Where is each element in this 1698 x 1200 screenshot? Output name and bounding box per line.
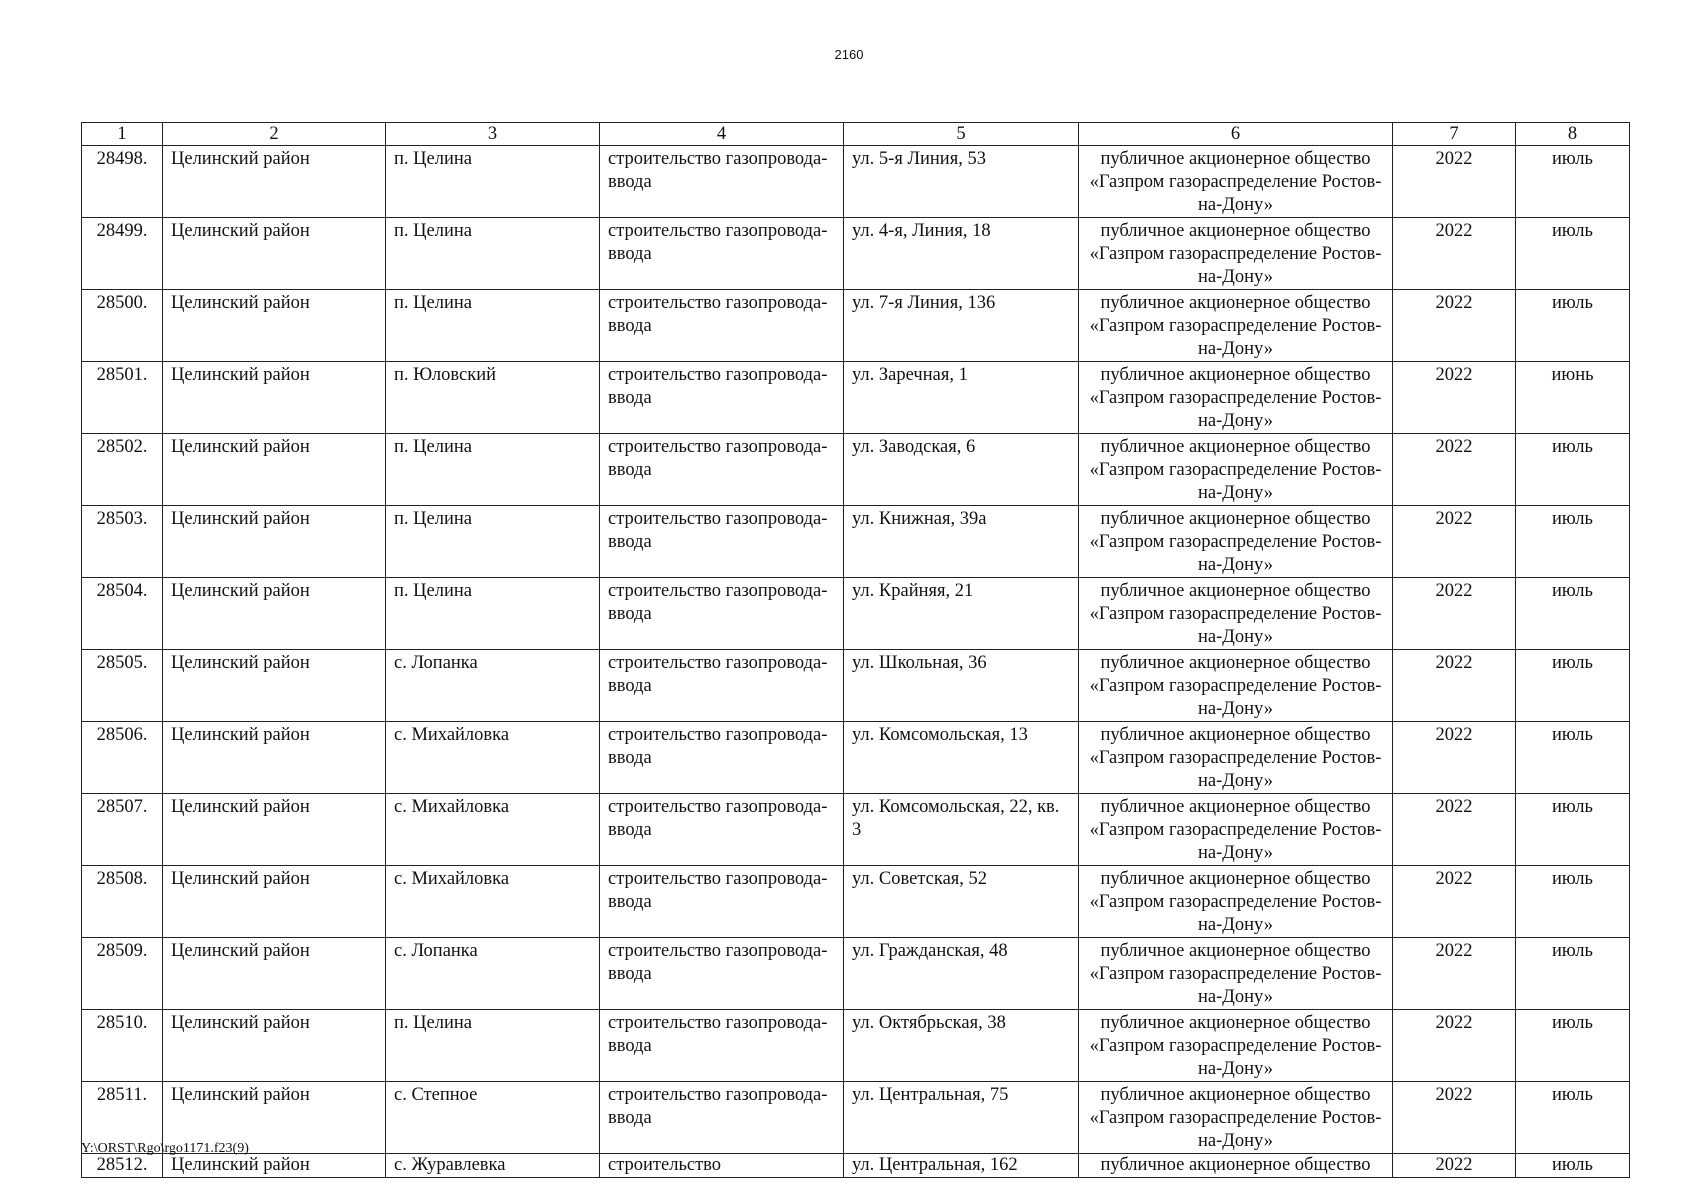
- organization-cell: публичное акционерное общество «Газпром газораспределение Ростов-на-Дону»: [1079, 1010, 1393, 1082]
- organization-cell: публичное акционерное общество «Газпром газораспределение Ростов-на-Дону»: [1079, 722, 1393, 794]
- district-cell: Целинский район: [163, 146, 386, 218]
- year-cell: 2022: [1393, 146, 1516, 218]
- organization-cell: публичное акционерное общество «Газпром газораспределение Ростов-на-Дону»: [1079, 218, 1393, 290]
- district-cell: Целинский район: [163, 290, 386, 362]
- column-header: 3: [386, 123, 600, 146]
- row-number: 28501.: [82, 362, 163, 434]
- work-type-cell: строительство газопровода-ввода: [600, 1010, 844, 1082]
- row-number: 28498.: [82, 146, 163, 218]
- year-cell: 2022: [1393, 1010, 1516, 1082]
- work-type-cell: строительство газопровода-ввода: [600, 434, 844, 506]
- district-cell: Целинский район: [163, 1154, 386, 1178]
- work-type-cell: строительство газопровода-ввода: [600, 290, 844, 362]
- district-cell: Целинский район: [163, 218, 386, 290]
- year-cell: 2022: [1393, 506, 1516, 578]
- table-row: [82, 722, 1630, 794]
- locality-cell: п. Целина: [386, 146, 600, 218]
- column-header: 6: [1079, 123, 1393, 146]
- year-cell: 2022: [1393, 362, 1516, 434]
- month-cell: июль: [1516, 794, 1630, 866]
- row-number: 28509.: [82, 938, 163, 1010]
- organization-cell: публичное акционерное общество «Газпром газораспределение Ростов-на-Дону»: [1079, 866, 1393, 938]
- organization-cell: публичное акционерное общество: [1079, 1154, 1393, 1178]
- organization-cell: публичное акционерное общество «Газпром газораспределение Ростов-на-Дону»: [1079, 434, 1393, 506]
- month-cell: июль: [1516, 938, 1630, 1010]
- address-cell: ул. Крайняя, 21: [844, 578, 1079, 650]
- organization-cell: публичное акционерное общество «Газпром газораспределение Ростов-на-Дону»: [1079, 506, 1393, 578]
- row-number: 28504.: [82, 578, 163, 650]
- month-cell: июль: [1516, 1082, 1630, 1154]
- locality-cell: с. Михайловка: [386, 866, 600, 938]
- district-cell: Целинский район: [163, 866, 386, 938]
- address-cell: ул. Центральная, 162: [844, 1154, 1079, 1178]
- month-cell: июль: [1516, 218, 1630, 290]
- locality-cell: п. Целина: [386, 1010, 600, 1082]
- year-cell: 2022: [1393, 1082, 1516, 1154]
- organization-cell: публичное акционерное общество «Газпром газораспределение Ростов-на-Дону»: [1079, 146, 1393, 218]
- work-type-cell: строительство газопровода-ввода: [600, 578, 844, 650]
- table-row: [82, 434, 1630, 506]
- table-row: [82, 506, 1630, 578]
- row-number: 28500.: [82, 290, 163, 362]
- district-cell: Целинский район: [163, 506, 386, 578]
- work-type-cell: строительство газопровода-ввода: [600, 218, 844, 290]
- work-type-cell: строительство газопровода-ввода: [600, 1082, 844, 1154]
- column-header: 4: [600, 123, 844, 146]
- month-cell: июль: [1516, 866, 1630, 938]
- work-type-cell: строительство газопровода-ввода: [600, 866, 844, 938]
- address-cell: ул. Советская, 52: [844, 866, 1079, 938]
- year-cell: 2022: [1393, 794, 1516, 866]
- file-path-footer: Y:\ORST\Rgo\rgo1171.f23(9): [81, 1141, 249, 1156]
- month-cell: июль: [1516, 434, 1630, 506]
- row-number: 28512.: [82, 1154, 163, 1178]
- organization-cell: публичное акционерное общество «Газпром газораспределение Ростов-на-Дону»: [1079, 938, 1393, 1010]
- locality-cell: п. Целина: [386, 434, 600, 506]
- address-cell: ул. Комсомольская, 13: [844, 722, 1079, 794]
- district-cell: Целинский район: [163, 1082, 386, 1154]
- organization-cell: публичное акционерное общество «Газпром газораспределение Ростов-на-Дону»: [1079, 650, 1393, 722]
- work-type-cell: строительство газопровода-ввода: [600, 722, 844, 794]
- work-type-cell: строительство газопровода-ввода: [600, 794, 844, 866]
- locality-cell: п. Целина: [386, 218, 600, 290]
- locality-cell: с. Степное: [386, 1082, 600, 1154]
- page-number: 2160: [834, 47, 864, 62]
- column-header: 1: [82, 123, 163, 146]
- month-cell: июль: [1516, 146, 1630, 218]
- year-cell: 2022: [1393, 938, 1516, 1010]
- work-type-cell: строительство газопровода-ввода: [600, 362, 844, 434]
- row-number: 28506.: [82, 722, 163, 794]
- address-cell: ул. Комсомольская, 22, кв. 3: [844, 794, 1079, 866]
- row-number: 28510.: [82, 1010, 163, 1082]
- locality-cell: п. Целина: [386, 506, 600, 578]
- organization-cell: публичное акционерное общество «Газпром газораспределение Ростов-на-Дону»: [1079, 1082, 1393, 1154]
- address-cell: ул. Заречная, 1: [844, 362, 1079, 434]
- table-row: [82, 290, 1630, 362]
- address-cell: ул. 5-я Линия, 53: [844, 146, 1079, 218]
- year-cell: 2022: [1393, 722, 1516, 794]
- locality-cell: с. Лопанка: [386, 650, 600, 722]
- locality-cell: п. Целина: [386, 290, 600, 362]
- work-type-cell: строительство газопровода-ввода: [600, 938, 844, 1010]
- table-row: [82, 866, 1630, 938]
- row-number: 28511.: [82, 1082, 163, 1154]
- address-cell: ул. Центральная, 75: [844, 1082, 1079, 1154]
- year-cell: 2022: [1393, 650, 1516, 722]
- work-type-cell: строительство газопровода-ввода: [600, 506, 844, 578]
- column-header: 2: [163, 123, 386, 146]
- column-header: 8: [1516, 123, 1630, 146]
- table-row: [82, 1010, 1630, 1082]
- locality-cell: с. Журавлевка: [386, 1154, 600, 1178]
- locality-cell: с. Лопанка: [386, 938, 600, 1010]
- district-cell: Целинский район: [163, 1010, 386, 1082]
- row-number: 28505.: [82, 650, 163, 722]
- row-number: 28502.: [82, 434, 163, 506]
- table-row: [82, 650, 1630, 722]
- month-cell: июль: [1516, 1154, 1630, 1178]
- table-row: [82, 794, 1630, 866]
- data-table: [81, 122, 1630, 1178]
- table-row: [82, 1154, 1630, 1178]
- month-cell: июль: [1516, 650, 1630, 722]
- table-row: [82, 1082, 1630, 1154]
- month-cell: июль: [1516, 290, 1630, 362]
- table-row: [82, 146, 1630, 218]
- row-number: 28503.: [82, 506, 163, 578]
- row-number: 28499.: [82, 218, 163, 290]
- work-type-cell: строительство газопровода-ввода: [600, 146, 844, 218]
- district-cell: Целинский район: [163, 722, 386, 794]
- locality-cell: с. Михайловка: [386, 794, 600, 866]
- table-row: [82, 578, 1630, 650]
- work-type-cell: строительство: [600, 1154, 844, 1178]
- work-type-cell: строительство газопровода-ввода: [600, 650, 844, 722]
- address-cell: ул. Заводская, 6: [844, 434, 1079, 506]
- month-cell: июль: [1516, 578, 1630, 650]
- organization-cell: публичное акционерное общество «Газпром газораспределение Ростов-на-Дону»: [1079, 794, 1393, 866]
- row-number: 28507.: [82, 794, 163, 866]
- district-cell: Целинский район: [163, 362, 386, 434]
- year-cell: 2022: [1393, 866, 1516, 938]
- district-cell: Целинский район: [163, 578, 386, 650]
- address-cell: ул. Гражданская, 48: [844, 938, 1079, 1010]
- table-header-row: [82, 123, 1630, 146]
- address-cell: ул. 7-я Линия, 136: [844, 290, 1079, 362]
- district-cell: Целинский район: [163, 938, 386, 1010]
- year-cell: 2022: [1393, 218, 1516, 290]
- month-cell: июль: [1516, 506, 1630, 578]
- column-header: 5: [844, 123, 1079, 146]
- locality-cell: п. Юловский: [386, 362, 600, 434]
- row-number: 28508.: [82, 866, 163, 938]
- district-cell: Целинский район: [163, 794, 386, 866]
- table-row: [82, 362, 1630, 434]
- table-row: [82, 218, 1630, 290]
- year-cell: 2022: [1393, 578, 1516, 650]
- address-cell: ул. Книжная, 39а: [844, 506, 1079, 578]
- column-header: 7: [1393, 123, 1516, 146]
- address-cell: ул. Октябрьская, 38: [844, 1010, 1079, 1082]
- year-cell: 2022: [1393, 290, 1516, 362]
- year-cell: 2022: [1393, 1154, 1516, 1178]
- address-cell: ул. 4-я, Линия, 18: [844, 218, 1079, 290]
- month-cell: июль: [1516, 722, 1630, 794]
- month-cell: июнь: [1516, 362, 1630, 434]
- locality-cell: п. Целина: [386, 578, 600, 650]
- organization-cell: публичное акционерное общество «Газпром газораспределение Ростов-на-Дону»: [1079, 362, 1393, 434]
- year-cell: 2022: [1393, 434, 1516, 506]
- organization-cell: публичное акционерное общество «Газпром газораспределение Ростов-на-Дону»: [1079, 290, 1393, 362]
- organization-cell: публичное акционерное общество «Газпром газораспределение Ростов-на-Дону»: [1079, 578, 1393, 650]
- month-cell: июль: [1516, 1010, 1630, 1082]
- locality-cell: с. Михайловка: [386, 722, 600, 794]
- address-cell: ул. Школьная, 36: [844, 650, 1079, 722]
- district-cell: Целинский район: [163, 650, 386, 722]
- district-cell: Целинский район: [163, 434, 386, 506]
- table-row: [82, 938, 1630, 1010]
